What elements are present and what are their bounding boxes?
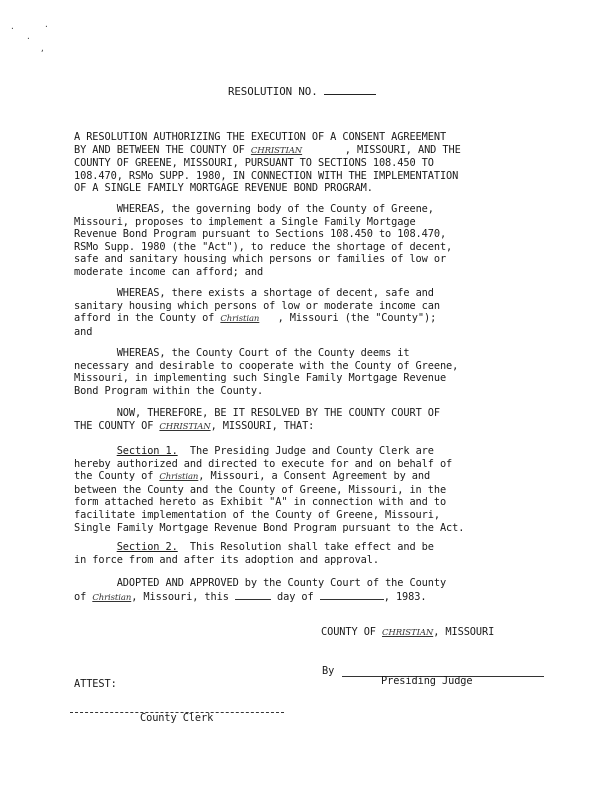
month-blank <box>320 590 384 600</box>
scan-speck: · <box>44 22 49 31</box>
county-handwritten: Christian <box>159 472 199 483</box>
attest-label: ATTEST: <box>74 678 117 690</box>
resolved-clause: NOW, THEREFORE, BE IT RESOLVED BY THE COUNTY COURT OF THE COUNTY OF CHRISTIAN, MISSOURI, THAT: <box>74 407 440 432</box>
section-1-label: Section 1. <box>116 445 178 457</box>
county-handwritten: CHRISTIAN <box>159 421 211 432</box>
section-2-label: Section 2. <box>116 541 178 553</box>
whereas-paragraph-3: WHEREAS, the County Court of the County deems it necessary and desirable to cooperate with the County of Greene, Missouri, in implementing such Single Family Mortgage Revenue Bond Program within the County. <box>74 347 459 397</box>
scan-speck: · <box>26 34 31 43</box>
county-handwritten: Christian <box>220 314 260 325</box>
section-2: Section 2. This Resolution shall take effect and be in force from and after its adoption and approval. <box>74 541 434 566</box>
day-blank <box>235 590 271 600</box>
adopted-clause: ADOPTED AND APPROVED by the County Court of the County of Christian, Missouri, this day of , 1983. <box>74 577 447 603</box>
whereas-paragraph-2: WHEREAS, there exists a shortage of decent, safe and sanitary housing which persons of low or moderate income can afford in the County of Christian , Missouri (the "County"); and <box>74 287 440 338</box>
county-handwritten: CHRISTIAN <box>382 628 434 638</box>
signature-county: COUNTY OF CHRISTIAN, MISSOURI <box>321 626 495 638</box>
county-handwritten: Christian <box>92 592 132 603</box>
resolution-title: RESOLUTION NO. <box>228 84 376 99</box>
county-clerk-label: County Clerk <box>140 712 214 724</box>
scan-speck: · <box>10 24 15 33</box>
preamble: A RESOLUTION AUTHORIZING THE EXECUTION OF A CONSENT AGREEMENT BY AND BETWEEN THE COUNTY OF CHRISTIAN , MISSOURI, AND THE COUNTY OF GREENE, MISSOURI, PURSUANT TO SECTIONS 108.450 TO 108.470, RSMo SUPP. 1980, IN CONNECTION WITH THE IMPLEMENTATION OF A SINGLE FAMILY MORTGAGE REVENUE BOND PROGRAM. <box>74 131 461 195</box>
county-handwritten: CHRISTIAN <box>250 145 303 156</box>
whereas-paragraph-1: WHEREAS, the governing body of the County of Greene, Missouri, proposes to implement a Single Family Mortgage Revenue Bond Program pursuant to Sections 108.450 to 108.470, RSMo Supp. 1980 (the "Act"), to reduce the shortage of decent, safe and sanitary housing which persons or families of low or moderate income can afford; and <box>74 203 453 278</box>
section-1: Section 1. The Presiding Judge and County Clerk are hereby authorized and directed to execute for and on behalf of the County of Christian, Missouri, a Consent Agreement by and between the County and the County of Greene, Missouri, in the form attached hereto as Exhibit "A" in connection with and to facilitate implementation of the County of Greene, Missouri, Single Family Mortgage Revenue Bond Program pursuant to the Act. <box>74 445 465 534</box>
presiding-judge-label: Presiding Judge <box>381 675 473 687</box>
by-label: By <box>322 665 335 677</box>
resolution-number-blank <box>324 84 376 95</box>
scan-speck: , <box>40 44 45 53</box>
